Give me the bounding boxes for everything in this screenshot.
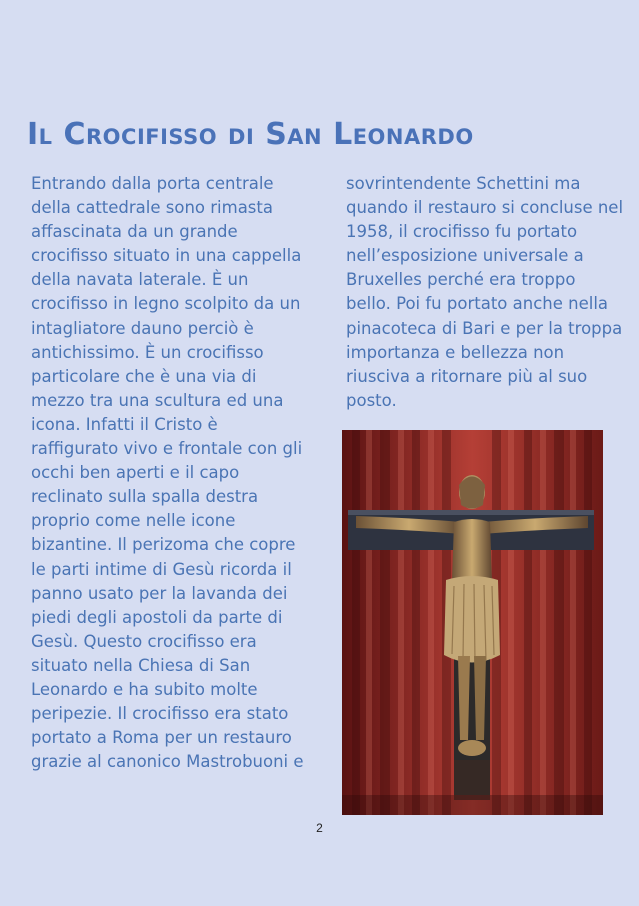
paragraph-line: crocifisso situato in una cappella (31, 246, 302, 266)
paragraph-line: grazie al canonico Mastrobuoni e (31, 752, 304, 772)
paragraph-line: pinacoteca di Bari e per la troppa (346, 318, 623, 338)
paragraph-line: panno usato per la lavanda dei (31, 583, 288, 603)
right-text-column (346, 172, 626, 413)
page-number: 2 (316, 821, 323, 835)
paragraph-line: posto. (346, 390, 397, 410)
paragraph-line: della navata laterale. È un (31, 270, 249, 290)
paragraph-line: riusciva a ritornare più al suo (346, 366, 588, 386)
paragraph-line: peripezie. Il crocifisso era stato (31, 704, 289, 724)
paragraph-line: nell’esposizione universale a (346, 246, 584, 266)
page-title: Il Crocifisso di San Leonardo (27, 117, 474, 152)
crucifix-photo (342, 430, 603, 815)
paragraph-line: importanza e bellezza non (346, 342, 565, 362)
paragraph-line: della cattedrale sono rimasta (31, 198, 273, 218)
paragraph-line: particolare che è una via di (31, 366, 257, 386)
paragraph-line: le parti intime di Gesù ricorda il (31, 559, 292, 579)
paragraph-line: Leonardo e ha subito molte (31, 679, 258, 699)
paragraph-line: proprio come nelle icone (31, 511, 236, 531)
paragraph-line: Bruxelles perché era troppo (346, 270, 576, 290)
paragraph-line: quando il restauro si concluse nel (346, 198, 624, 218)
paragraph-line: mezzo tra una scultura ed una (31, 390, 284, 410)
paragraph-line: intagliatore dauno perciò è (31, 318, 254, 338)
paragraph-line: Gesù. Questo crocifisso era (31, 631, 257, 651)
paragraph-line: bello. Poi fu portato anche nella (346, 294, 609, 314)
paragraph-line: bizantine. Il perizoma che copre (31, 535, 296, 555)
paragraph-line: sovrintendente Schettini ma (346, 174, 581, 193)
paragraph-line: occhi ben aperti e il capo (31, 463, 240, 483)
paragraph-line: portato a Roma per un restauro (31, 728, 292, 748)
paragraph-line: situato nella Chiesa di San (31, 655, 251, 675)
paragraph-line: antichissimo. È un crocifisso (31, 342, 264, 362)
paragraph-line: raffigurato vivo e frontale con gli (31, 439, 303, 459)
paragraph-line: crocifisso in legno scolpito da un (31, 294, 301, 314)
paragraph-line: Entrando dalla porta centrale (31, 174, 274, 193)
paragraph-line: piedi degli apostoli da parte di (31, 607, 283, 627)
paragraph-line: reclinato sulla spalla destra (31, 487, 259, 507)
paragraph-line: icona. Infatti il Cristo è (31, 414, 218, 434)
left-text-column (31, 172, 316, 774)
paragraph-line: affascinata da un grande (31, 222, 238, 242)
paragraph-line: 1958, il crocifisso fu portato (346, 222, 578, 242)
